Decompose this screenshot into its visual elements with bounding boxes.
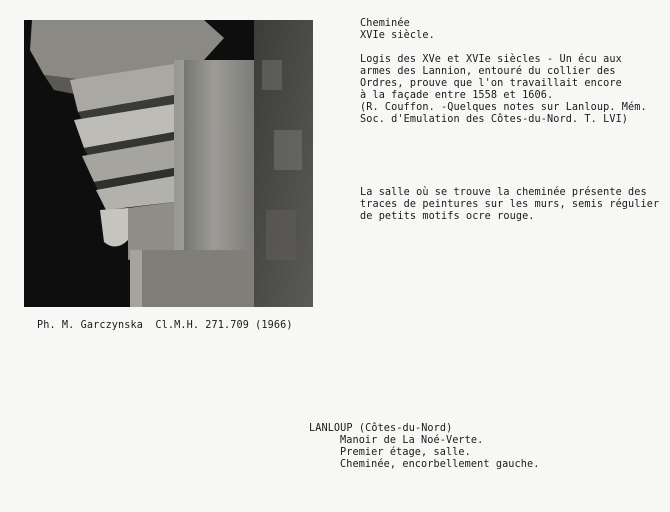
note-line: Soc. d'Emulation des Côtes-du-Nord. T. LVI): [360, 114, 629, 125]
note-line: à la façade entre 1558 et 1606.: [360, 90, 554, 101]
location-line: Cheminée, encorbellement gauche.: [340, 459, 540, 470]
description-line: La salle où se trouve la cheminée présente des: [360, 187, 647, 198]
description-line: traces de peintures sur les murs, semis régulier: [360, 199, 660, 210]
location-commune: LANLOUP (Côtes-du-Nord): [309, 423, 453, 434]
photo-credit: Ph. M. Garczynska Cl.M.H. 271.709 (1966): [37, 320, 293, 331]
location-line: Manoir de La Noé-Verte.: [340, 435, 484, 446]
corbel-photo-image: [24, 20, 313, 307]
note-line: (R. Couffon. -Quelques notes sur Lanloup. Mém.: [360, 102, 647, 113]
description-line: de petits motifs ocre rouge.: [360, 211, 535, 222]
document-title: Cheminée: [360, 18, 410, 29]
note-line: armes des Lannion, entouré du collier des: [360, 66, 616, 77]
note-line: Logis des XVe et XVIe siècles - Un écu aux: [360, 54, 622, 65]
document-century: XVIe siècle.: [360, 30, 435, 41]
note-line: Ordres, prouve que l'on travaillait encore: [360, 78, 622, 89]
photograph-corbel: [24, 20, 313, 307]
location-line: Premier étage, salle.: [340, 447, 471, 458]
